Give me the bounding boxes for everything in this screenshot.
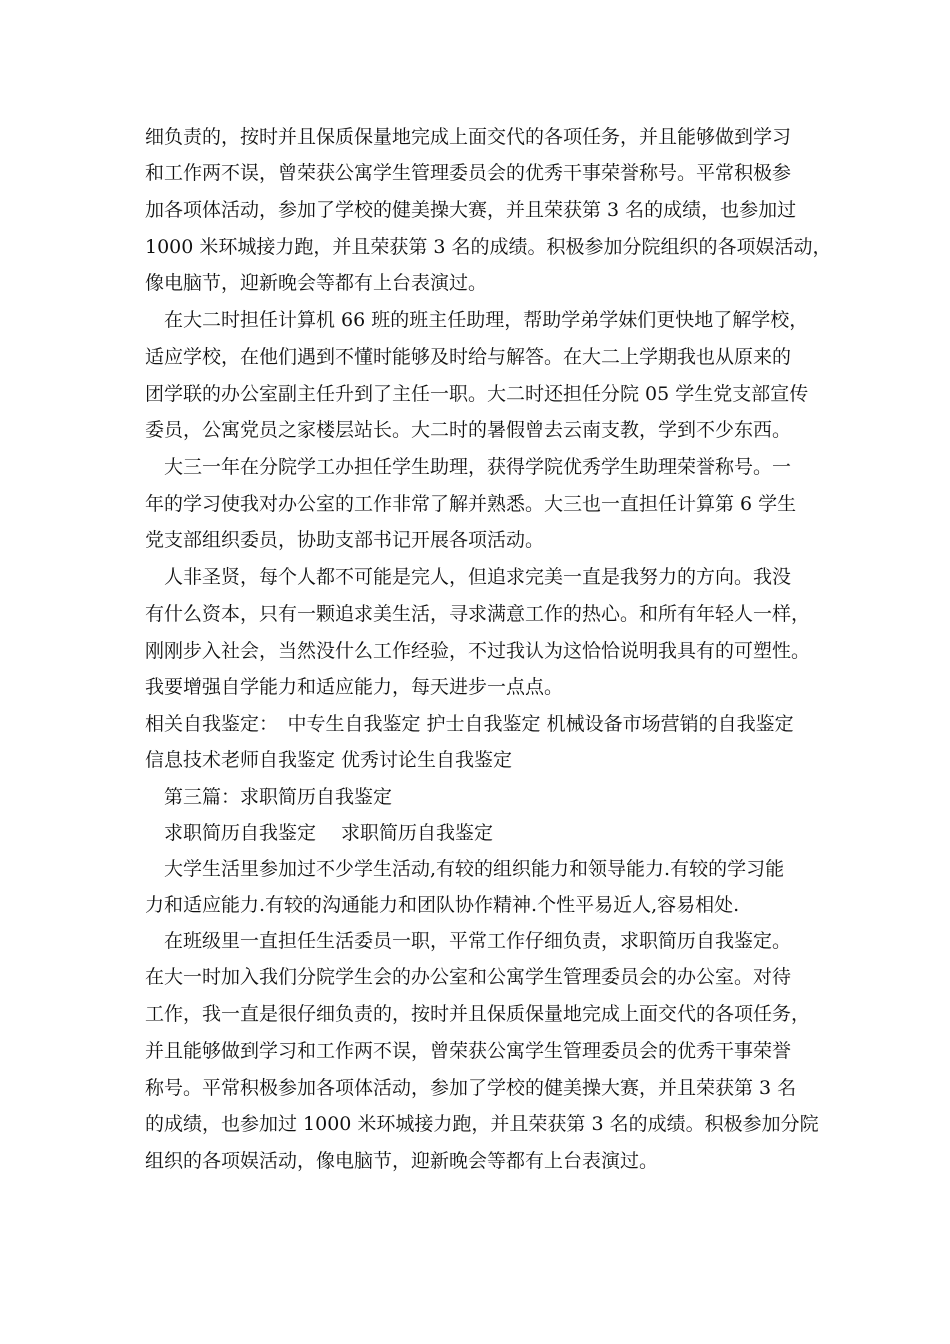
text-line: 刚刚步入社会，当然没什么工作经验，不过我认为这恰恰说明我具有的可塑性。	[145, 640, 811, 662]
text-line: 团学联的办公室副主任升到了主任一职。大二时还担任分院 05 学生党支部宣传	[145, 383, 809, 405]
text-line: 1000 米环城接力跑，并且荣获第 3 名的成绩。积极参加分院组织的各项娱活动，	[145, 236, 832, 258]
section-subheading: 求职简历自我鉴定 求职简历自我鉴定	[145, 822, 494, 844]
text-line: 细负责的，按时并且保质保量地完成上面交代的各项任务，并且能够做到学习	[145, 126, 792, 148]
text-line: 和工作两不误，曾荣获公寓学生管理委员会的优秀干事荣誉称号。平常积极参	[145, 162, 792, 184]
text-line: 工作，我一直是很仔细负责的，按时并且保质保量地完成上面交代的各项任务，	[145, 1003, 811, 1025]
text-line: 的成绩，也参加过 1000 米环城接力跑，并且荣获第 3 名的成绩。积极参加分院	[145, 1113, 819, 1135]
text-line: 像电脑节，迎新晚会等都有上台表演过。	[145, 272, 488, 294]
text-line: 力和适应能力.有较的沟通能力和团队协作精神.个性平易近人,容易相处.	[145, 894, 740, 916]
text-line: 组织的各项娱活动，像电脑节，迎新晚会等都有上台表演过。	[145, 1150, 659, 1172]
text-line: 在大二时担任计算机 66 班的班主任助理，帮助学弟学妹们更快地了解学校，	[145, 309, 809, 331]
text-line: 并且能够做到学习和工作两不误，曾荣获公寓学生管理委员会的优秀干事荣誉	[145, 1040, 792, 1062]
text-line: 年的学习使我对办公室的工作非常了解并熟悉。大三也一直担任计算第 6 学生	[145, 493, 797, 515]
text-line: 党支部组织委员，协助支部书记开展各项活动。	[145, 529, 545, 551]
text-line: 在大一时加入我们分院学生会的办公室和公寓学生管理委员会的办公室。对待	[145, 966, 792, 988]
related-links-line: 信息技术老师自我鉴定 优秀讨论生自我鉴定	[145, 749, 513, 771]
related-links-line: 相关自我鉴定： 中专生自我鉴定 护士自我鉴定 机械设备市场营销的自我鉴定	[145, 713, 794, 735]
text-line: 大三一年在分院学工办担任学生助理，获得学院优秀学生助理荣誉称号。一	[145, 456, 792, 478]
text-line: 我要增强自学能力和适应能力，每天进步一点点。	[145, 676, 564, 698]
text-line: 在班级里一直担任生活委员一职，平常工作仔细负责，求职简历自我鉴定。	[145, 930, 792, 952]
text-line: 人非圣贤，每个人都不可能是完人，但追求完美一直是我努力的方向。我没	[145, 566, 792, 588]
section-heading: 第三篇：求职简历自我鉴定	[145, 786, 393, 808]
text-line: 大学生活里参加过不少学生活动,有较的组织能力和领导能力.有较的学习能	[145, 858, 785, 880]
text-line: 委员，公寓党员之家楼层站长。大二时的暑假曾去云南支教，学到不少东西。	[145, 419, 792, 441]
text-line: 适应学校，在他们遇到不懂时能够及时给与解答。在大二上学期我也从原来的	[145, 346, 792, 368]
text-line: 称号。平常积极参加各项体活动，参加了学校的健美操大赛，并且荣获第 3 名	[145, 1077, 797, 1099]
text-line: 有什么资本，只有一颗追求美生活，寻求满意工作的热心。和所有年轻人一样，	[145, 603, 811, 625]
text-line: 加各项体活动，参加了学校的健美操大赛，并且荣获第 3 名的成绩，也参加过	[145, 199, 797, 221]
